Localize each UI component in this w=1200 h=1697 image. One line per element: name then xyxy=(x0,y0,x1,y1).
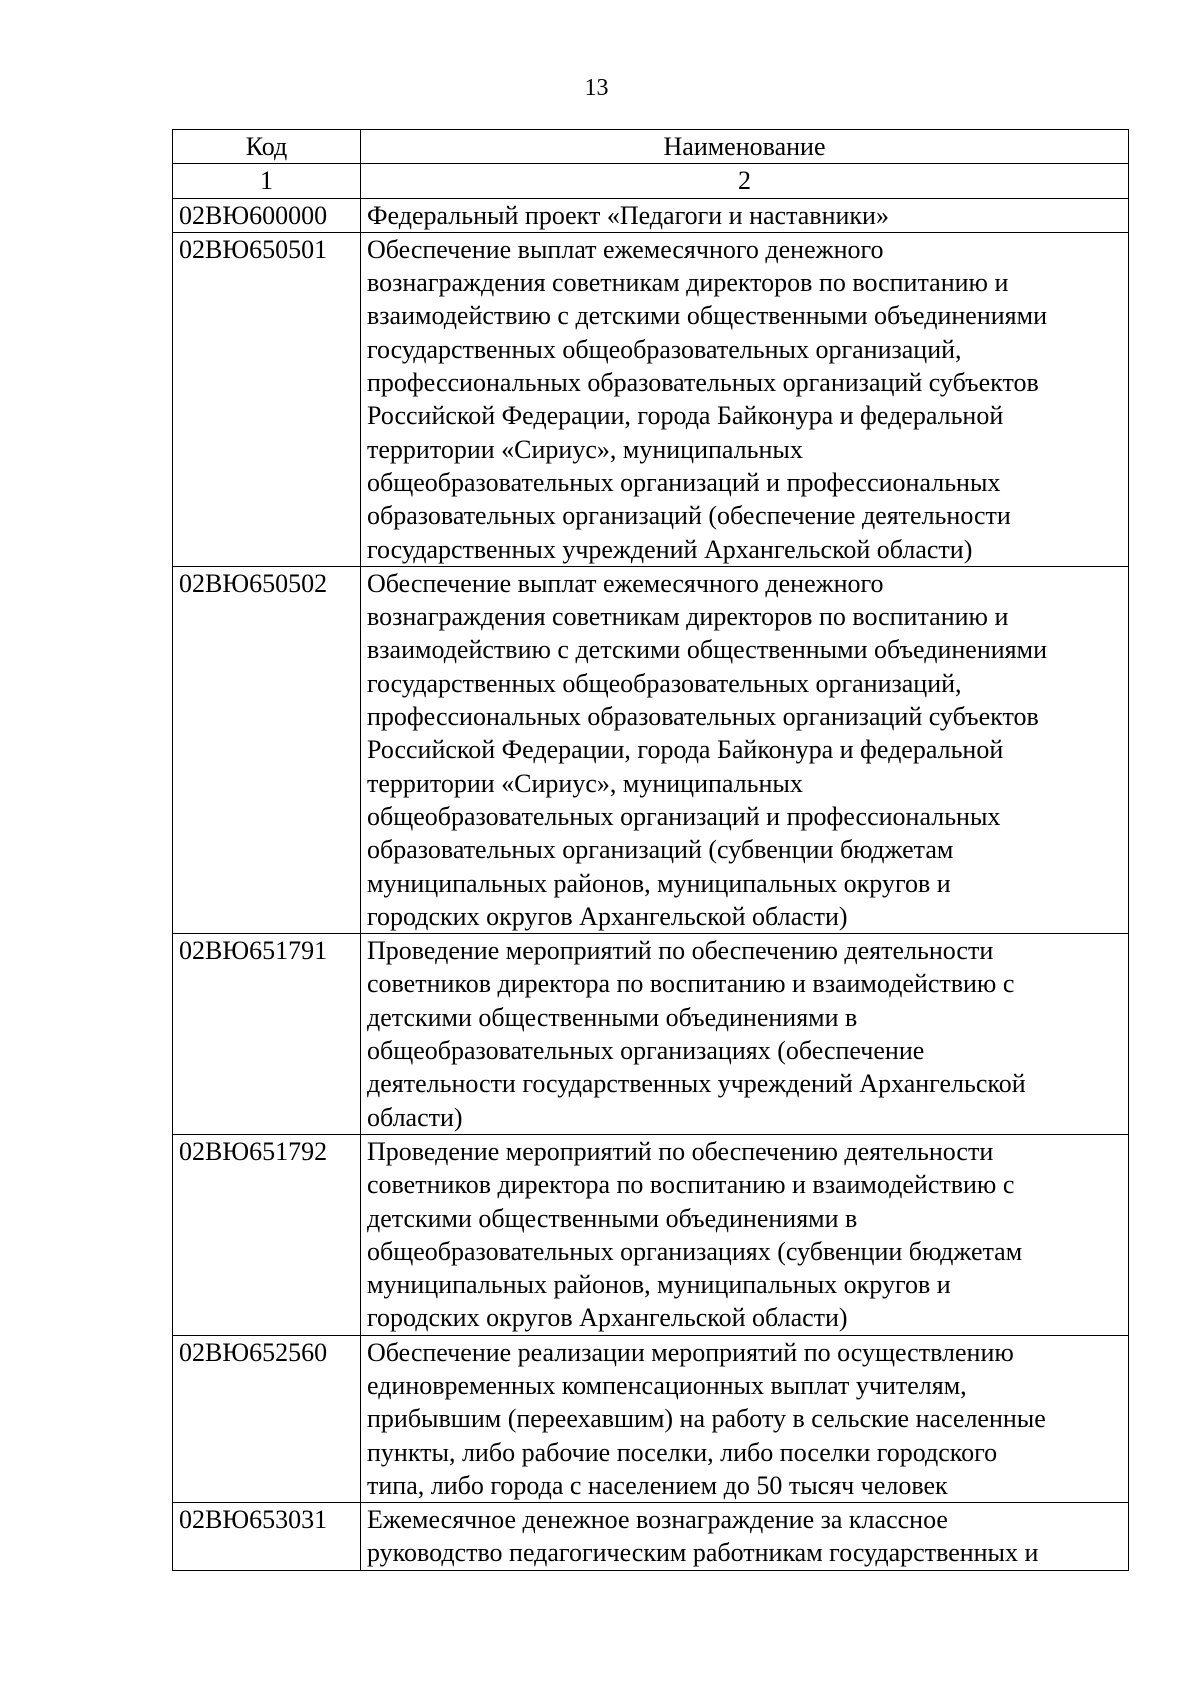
row-code: 02ВЮ600000 xyxy=(173,198,361,232)
row-name-line: прибывшим (переехавшим) на работу в сельские населенные xyxy=(367,1404,1046,1434)
row-name xyxy=(361,566,1129,933)
table-row xyxy=(173,232,1129,566)
row-name xyxy=(361,1503,1129,1571)
row-name xyxy=(361,1134,1129,1335)
header-code: Код xyxy=(173,130,361,164)
row-code: 02ВЮ652560 xyxy=(173,1335,361,1502)
row-name-line: Российской Федерации, города Байконура и федеральной xyxy=(367,735,1004,765)
column-number-1: 1 xyxy=(173,164,361,198)
row-code: 02ВЮ650502 xyxy=(173,566,361,933)
row-name-line: Ежемесячное денежное вознаграждение за классное xyxy=(367,1505,948,1535)
row-name-line: типа, либо города с населением до 50 тысяч человек xyxy=(367,1470,948,1500)
row-name-line: единовременных компенсационных выплат учителям, xyxy=(367,1370,967,1400)
row-name-line: профессиональных образовательных организаций субъектов xyxy=(367,702,1039,732)
row-name-line: Обеспечение реализации мероприятий по осуществлению xyxy=(367,1337,1014,1367)
row-name-line: общеобразовательных организаций и профессиональных xyxy=(367,801,1001,831)
row-name-line: взаимодействию с детскими общественными объединениями xyxy=(367,301,1047,331)
table-row xyxy=(173,198,1129,232)
row-name-line: руководство педагогическим работникам государственных и xyxy=(367,1538,1039,1568)
row-name-line: государственных общеобразовательных организаций, xyxy=(367,668,962,698)
row-name-line: Обеспечение выплат ежемесячного денежного xyxy=(367,234,884,264)
row-name-line: Обеспечение выплат ежемесячного денежного xyxy=(367,568,884,598)
row-name xyxy=(361,232,1129,566)
row-name-line: Российской Федерации, города Байконура и федеральной xyxy=(367,401,1004,431)
row-name-line: деятельности государственных учреждений Архангельской xyxy=(367,1069,1026,1099)
table-header xyxy=(173,130,1129,199)
row-code: 02ВЮ650501 xyxy=(173,232,361,566)
row-name-line: области) xyxy=(367,1102,463,1132)
row-name-line: вознаграждения советникам директоров по воспитанию и xyxy=(367,602,1009,632)
row-name-line: городских округов Архангельской области) xyxy=(367,1303,848,1333)
table-row xyxy=(173,1134,1129,1335)
row-name xyxy=(361,198,1129,232)
row-name-line: территории «Сириус», муниципальных xyxy=(367,434,803,464)
row-name-line: Федеральный проект «Педагоги и наставники» xyxy=(367,200,889,230)
header-row xyxy=(173,130,1129,164)
row-name-line: муниципальных районов, муниципальных округов и xyxy=(367,1270,951,1300)
table-row xyxy=(173,1335,1129,1502)
row-name-line: детскими общественными объединениями в xyxy=(367,1002,858,1032)
row-name-line: профессиональных образовательных организаций субъектов xyxy=(367,368,1039,398)
table-row xyxy=(173,566,1129,933)
row-name-line: советников директора по воспитанию и взаимодействию с xyxy=(367,1170,1015,1200)
row-name-line: детскими общественными объединениями в xyxy=(367,1203,858,1233)
row-name-line: образовательных организаций (субвенции бюджетам xyxy=(367,835,954,865)
row-name-line: городских округов Архангельской области) xyxy=(367,901,848,931)
row-name-line: Проведение мероприятий по обеспечению деятельности xyxy=(367,1136,994,1166)
row-name-line: общеобразовательных организациях (обеспечение xyxy=(367,1036,925,1066)
column-numbering-row xyxy=(173,164,1129,198)
header-name: Наименование xyxy=(361,130,1129,164)
row-name-line: Проведение мероприятий по обеспечению деятельности xyxy=(367,936,994,966)
row-code: 02ВЮ651791 xyxy=(173,934,361,1135)
row-name xyxy=(361,934,1129,1135)
row-name-line: территории «Сириус», муниципальных xyxy=(367,768,803,798)
row-code: 02ВЮ653031 xyxy=(173,1503,361,1571)
row-name-line: пункты, либо рабочие поселки, либо поселки городского xyxy=(367,1437,998,1467)
page-number: 13 xyxy=(584,75,609,101)
row-name-line: образовательных организаций (обеспечение деятельности xyxy=(367,501,1011,531)
table-row xyxy=(173,1503,1129,1571)
row-name-line: взаимодействию с детскими общественными объединениями xyxy=(367,635,1047,665)
budget-codes-table xyxy=(172,129,1129,1571)
row-name-line: советников директора по воспитанию и взаимодействию с xyxy=(367,969,1015,999)
row-name-line: общеобразовательных организациях (субвенции бюджетам xyxy=(367,1236,1023,1266)
table-row xyxy=(173,934,1129,1135)
row-name-line: муниципальных районов, муниципальных округов и xyxy=(367,868,951,898)
row-name-line: государственных общеобразовательных организаций, xyxy=(367,334,962,364)
table-body xyxy=(173,198,1129,1570)
row-name-line: общеобразовательных организаций и профессиональных xyxy=(367,467,1001,497)
row-code: 02ВЮ651792 xyxy=(173,1134,361,1335)
row-name xyxy=(361,1335,1129,1502)
row-name-line: государственных учреждений Архангельской области) xyxy=(367,534,973,564)
row-name-line: вознаграждения советникам директоров по воспитанию и xyxy=(367,268,1009,298)
column-number-2: 2 xyxy=(361,164,1129,198)
